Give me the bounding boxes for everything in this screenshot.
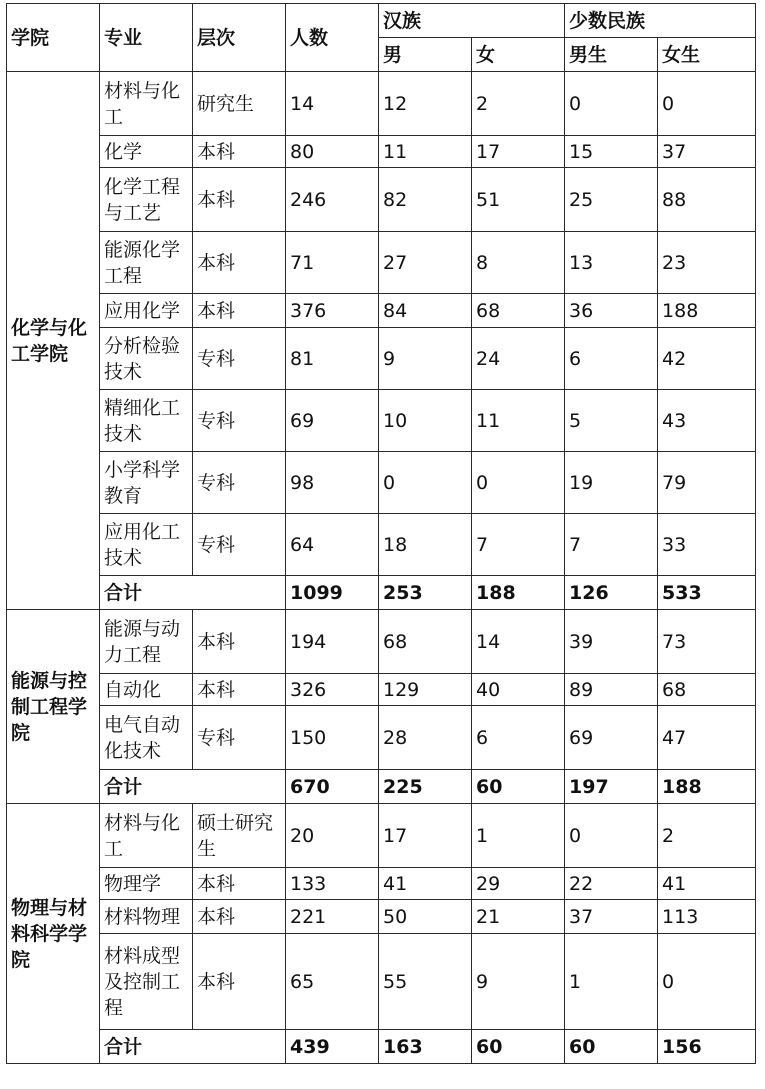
han-male-cell: 55 (379, 934, 472, 1030)
table-row (7, 706, 756, 770)
han-female-cell: 7 (472, 514, 565, 576)
han-female-cell: 17 (472, 136, 565, 168)
minority-female-cell: 2 (658, 804, 756, 868)
level-cell: 专科 (193, 706, 286, 770)
level-cell: 本科 (193, 610, 286, 674)
minority-female-cell: 68 (658, 674, 756, 706)
minority-male-cell: 25 (565, 168, 658, 232)
han-female-cell: 68 (472, 294, 565, 328)
major-cell: 能源与动力工程 (100, 610, 193, 674)
table-row (7, 868, 756, 900)
level-cell: 硕士研究生 (193, 804, 286, 868)
han-female-cell: 1 (472, 804, 565, 868)
minority-male-cell: 15 (565, 136, 658, 168)
minority-female-cell: 33 (658, 514, 756, 576)
minority-male-cell: 39 (565, 610, 658, 674)
minority-female-cell: 42 (658, 328, 756, 390)
table-body (7, 72, 756, 1064)
total-label: 合计 (100, 576, 286, 610)
count-cell: 246 (286, 168, 379, 232)
college-name: 能源与控制工程学院 (7, 610, 100, 804)
total-minority-female: 188 (658, 770, 756, 804)
minority-female-cell: 79 (658, 452, 756, 514)
minority-female-cell: 0 (658, 934, 756, 1030)
total-label: 合计 (100, 1030, 286, 1064)
table-row (7, 452, 756, 514)
count-cell: 150 (286, 706, 379, 770)
minority-female-cell: 41 (658, 868, 756, 900)
level-cell: 研究生 (193, 72, 286, 136)
level-cell: 本科 (193, 168, 286, 232)
han-male-cell: 18 (379, 514, 472, 576)
level-cell: 专科 (193, 452, 286, 514)
count-cell: 65 (286, 934, 379, 1030)
college-name: 物理与材料科学学院 (7, 804, 100, 1064)
count-cell: 20 (286, 804, 379, 868)
table-row (7, 610, 756, 674)
major-cell: 电气自动化技术 (100, 706, 193, 770)
count-cell: 326 (286, 674, 379, 706)
level-cell: 专科 (193, 514, 286, 576)
minority-female-cell: 0 (658, 72, 756, 136)
minority-female-cell: 37 (658, 136, 756, 168)
level-cell: 本科 (193, 934, 286, 1030)
major-cell: 物理学 (100, 868, 193, 900)
total-label: 合计 (100, 770, 286, 804)
han-male-cell: 27 (379, 232, 472, 294)
total-count: 439 (286, 1030, 379, 1064)
header-level: 层次 (193, 4, 286, 72)
level-cell: 专科 (193, 328, 286, 390)
count-cell: 376 (286, 294, 379, 328)
table-row (7, 900, 756, 934)
total-han-male: 225 (379, 770, 472, 804)
total-han-female: 60 (472, 1030, 565, 1064)
han-female-cell: 51 (472, 168, 565, 232)
major-cell: 应用化工技术 (100, 514, 193, 576)
major-cell: 化学 (100, 136, 193, 168)
table-row (7, 514, 756, 576)
han-female-cell: 21 (472, 900, 565, 934)
han-female-cell: 9 (472, 934, 565, 1030)
header-minority: 少数民族 (565, 4, 756, 38)
major-cell: 应用化学 (100, 294, 193, 328)
header-major: 专业 (100, 4, 193, 72)
minority-female-cell: 113 (658, 900, 756, 934)
han-female-cell: 6 (472, 706, 565, 770)
han-female-cell: 29 (472, 868, 565, 900)
total-row (7, 576, 756, 610)
han-female-cell: 8 (472, 232, 565, 294)
level-cell: 本科 (193, 294, 286, 328)
major-cell: 分析检验技术 (100, 328, 193, 390)
total-han-female: 188 (472, 576, 565, 610)
total-han-male: 253 (379, 576, 472, 610)
table-row (7, 232, 756, 294)
table-row (7, 934, 756, 1030)
minority-male-cell: 0 (565, 804, 658, 868)
total-han-male: 163 (379, 1030, 472, 1064)
count-cell: 194 (286, 610, 379, 674)
college-name: 化学与化工学院 (7, 72, 100, 610)
minority-male-cell: 69 (565, 706, 658, 770)
han-male-cell: 10 (379, 390, 472, 452)
minority-male-cell: 5 (565, 390, 658, 452)
minority-male-cell: 36 (565, 294, 658, 328)
total-minority-male: 197 (565, 770, 658, 804)
major-cell: 化学工程与工艺 (100, 168, 193, 232)
han-male-cell: 9 (379, 328, 472, 390)
level-cell: 本科 (193, 136, 286, 168)
minority-female-cell: 188 (658, 294, 756, 328)
minority-female-cell: 23 (658, 232, 756, 294)
count-cell: 221 (286, 900, 379, 934)
han-female-cell: 11 (472, 390, 565, 452)
table-row (7, 390, 756, 452)
table-row (7, 328, 756, 390)
minority-female-cell: 73 (658, 610, 756, 674)
minority-male-cell: 7 (565, 514, 658, 576)
level-cell: 本科 (193, 674, 286, 706)
table-row (7, 136, 756, 168)
minority-male-cell: 19 (565, 452, 658, 514)
table-row (7, 804, 756, 868)
major-cell: 材料与化工 (100, 804, 193, 868)
count-cell: 69 (286, 390, 379, 452)
major-cell: 材料物理 (100, 900, 193, 934)
header-han: 汉族 (379, 4, 565, 38)
minority-male-cell: 1 (565, 934, 658, 1030)
major-cell: 精细化工技术 (100, 390, 193, 452)
level-cell: 本科 (193, 900, 286, 934)
minority-male-cell: 0 (565, 72, 658, 136)
minority-female-cell: 43 (658, 390, 756, 452)
major-cell: 材料成型及控制工程 (100, 934, 193, 1030)
total-row (7, 1030, 756, 1064)
table-row (7, 674, 756, 706)
han-male-cell: 11 (379, 136, 472, 168)
minority-male-cell: 37 (565, 900, 658, 934)
minority-male-cell: 6 (565, 328, 658, 390)
total-minority-male: 60 (565, 1030, 658, 1064)
count-cell: 14 (286, 72, 379, 136)
enrollment-table (6, 3, 756, 1064)
total-count: 1099 (286, 576, 379, 610)
count-cell: 71 (286, 232, 379, 294)
major-cell: 材料与化工 (100, 72, 193, 136)
han-male-cell: 50 (379, 900, 472, 934)
header-minority-female: 女生 (658, 38, 756, 72)
total-minority-female: 533 (658, 576, 756, 610)
minority-female-cell: 88 (658, 168, 756, 232)
count-cell: 81 (286, 328, 379, 390)
count-cell: 64 (286, 514, 379, 576)
han-male-cell: 68 (379, 610, 472, 674)
level-cell: 本科 (193, 232, 286, 294)
han-male-cell: 41 (379, 868, 472, 900)
han-female-cell: 2 (472, 72, 565, 136)
han-female-cell: 40 (472, 674, 565, 706)
total-han-female: 60 (472, 770, 565, 804)
header-han-male: 男 (379, 38, 472, 72)
total-count: 670 (286, 770, 379, 804)
count-cell: 80 (286, 136, 379, 168)
han-female-cell: 0 (472, 452, 565, 514)
minority-male-cell: 89 (565, 674, 658, 706)
total-minority-female: 156 (658, 1030, 756, 1064)
major-cell: 小学科学教育 (100, 452, 193, 514)
header-han-female: 女 (472, 38, 565, 72)
table-row (7, 294, 756, 328)
minority-male-cell: 22 (565, 868, 658, 900)
han-male-cell: 17 (379, 804, 472, 868)
count-cell: 98 (286, 452, 379, 514)
total-row (7, 770, 756, 804)
level-cell: 专科 (193, 390, 286, 452)
han-male-cell: 28 (379, 706, 472, 770)
han-male-cell: 12 (379, 72, 472, 136)
major-cell: 自动化 (100, 674, 193, 706)
header-minority-male: 男生 (565, 38, 658, 72)
major-cell: 能源化学工程 (100, 232, 193, 294)
header-college: 学院 (7, 4, 100, 72)
han-male-cell: 82 (379, 168, 472, 232)
total-minority-male: 126 (565, 576, 658, 610)
table-row (7, 168, 756, 232)
minority-female-cell: 47 (658, 706, 756, 770)
han-female-cell: 14 (472, 610, 565, 674)
count-cell: 133 (286, 868, 379, 900)
header-count: 人数 (286, 4, 379, 72)
han-male-cell: 0 (379, 452, 472, 514)
han-male-cell: 84 (379, 294, 472, 328)
level-cell: 本科 (193, 868, 286, 900)
han-male-cell: 129 (379, 674, 472, 706)
han-female-cell: 24 (472, 328, 565, 390)
minority-male-cell: 13 (565, 232, 658, 294)
table-row (7, 72, 756, 136)
